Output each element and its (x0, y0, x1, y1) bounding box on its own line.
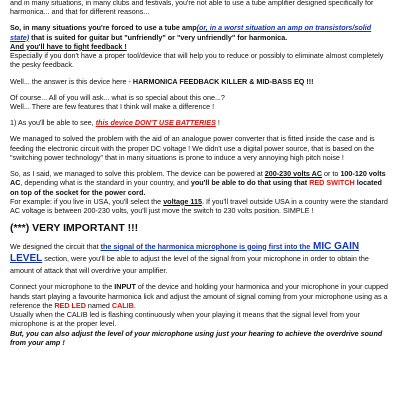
red-switch-label: RED SWITCH (309, 178, 355, 188)
paragraph-question (10, 93, 390, 111)
paragraph-intro: and in many situations, in many clubs and festivals, you're not able to use a tube amplifier designed specifically for harmonica... and that for different reasons... (10, 0, 374, 17)
paragraph-proper-tool: Especially if you don't have a proper tool/device that will help you to reduce or possibly to eliminate almost completely the pesky feedback. (10, 51, 384, 70)
answer-intro: Well... the answer is this device here - (10, 76, 133, 86)
voltage-230: 200-230 volts AC (264, 169, 323, 179)
voltage-115: voltage 115 (163, 196, 202, 206)
voltage-120: 100-120 volts AC (10, 169, 386, 188)
red-led-label: RED LED (54, 300, 86, 310)
guitar-amp-text: that is suited for guitar but "unfriendly" or "very unfriendly" for harmonica. (29, 32, 288, 42)
paragraph-connect-mic: Connect your microphone to the INPUT of the device and holding your harmonica and your microphone in your cupped hands start playing a favourite harmonica lick and adjust the amount of signal coming from your microphone using as a reference the RED LED named CALIB. Usually when the CALIB led is flashing continuously when your playing it means that the signal level from your microphone is at the proper level. But, you can also adjust the level of your microphone using just your hearing to achieve the overdrive sound from your amp ! (10, 282, 388, 347)
fight-feedback-text: And you'll have to fight feedback ! (10, 41, 127, 51)
features-line: Well... There are few features that I think will make a difference ! (10, 101, 215, 111)
paragraph-mic-gain: We designed the circuit that the signal of the harmonica microphone is going first into the MIC GAIN LEVEL section, were you'll be able to adjust the level of the signal from your microphone in order to obtain the amount of attack that will overdrive your amplifier. (10, 240, 369, 276)
paragraph-answer (10, 77, 390, 86)
paragraph-voltage: So, as I said, we managed to solve this problem. The device can be powered at 200-230 volts AC or to 100-120 volts AC, depending what is the standard in your country, and you'll be able to do that using that RED SWITCH located on top of the socket for the power cord. For example: if you live in USA, you'll select the voltage 115. If you'll travel outside USA in a country were the standard AC voltage is between 200-230 volts, you'll just move the switch to 230 volts position. SIMPLE ! (10, 169, 388, 215)
forced-amp-text: So, in many situations you're forced to use a tube amp (10, 23, 197, 33)
no-batteries-text: this device DON'T USE BATTERIES (95, 118, 216, 128)
paragraph-forced-amp (10, 23, 390, 51)
product-name: HARMONICA FEEDBACK KILLER & MID-BASS EQ !!! (132, 76, 314, 86)
mic-gain-level-label: MIC GAIN LEVEL (10, 240, 360, 265)
transistor-note: (or, in a worst situation an amp on transistors/solid state) (10, 23, 372, 42)
batteries-intro: 1) As you'll be able to see, (10, 118, 96, 128)
calib-label: CALIB (111, 300, 134, 310)
input-label: INPUT (114, 282, 136, 292)
very-important-heading: (***) VERY IMPORTANT !!! (10, 222, 139, 235)
calib-flashing-text: Usually when the CALIB led is flashing continuously when your playing it means that the signal level from your microphone is at the proper level. (10, 310, 360, 329)
paragraph-power-converter: We managed to solved the problem with the aid of an analogue power converter that is fitted inside the case and is feeding the electronic circuit with the proper DC voltage ! We didn't use a digital power source, that is based on the "switching power technology" that in many situations is prone to induce a very annoying high pitch noise ! (10, 134, 375, 162)
question-line: Of course... All of you will ask... what is so special about this one...? (10, 92, 225, 102)
hearing-adjust-text: But, you can also adjust the level of your microphone using just your hearing to achieve the overdrive sound from your amp ! (10, 328, 383, 347)
signal-first-text: the signal of the harmonica microphone is going first into the (100, 241, 311, 251)
paragraph-batteries: 1) As you'll be able to see, this device DON'T USE BATTERIES ! (10, 118, 220, 128)
